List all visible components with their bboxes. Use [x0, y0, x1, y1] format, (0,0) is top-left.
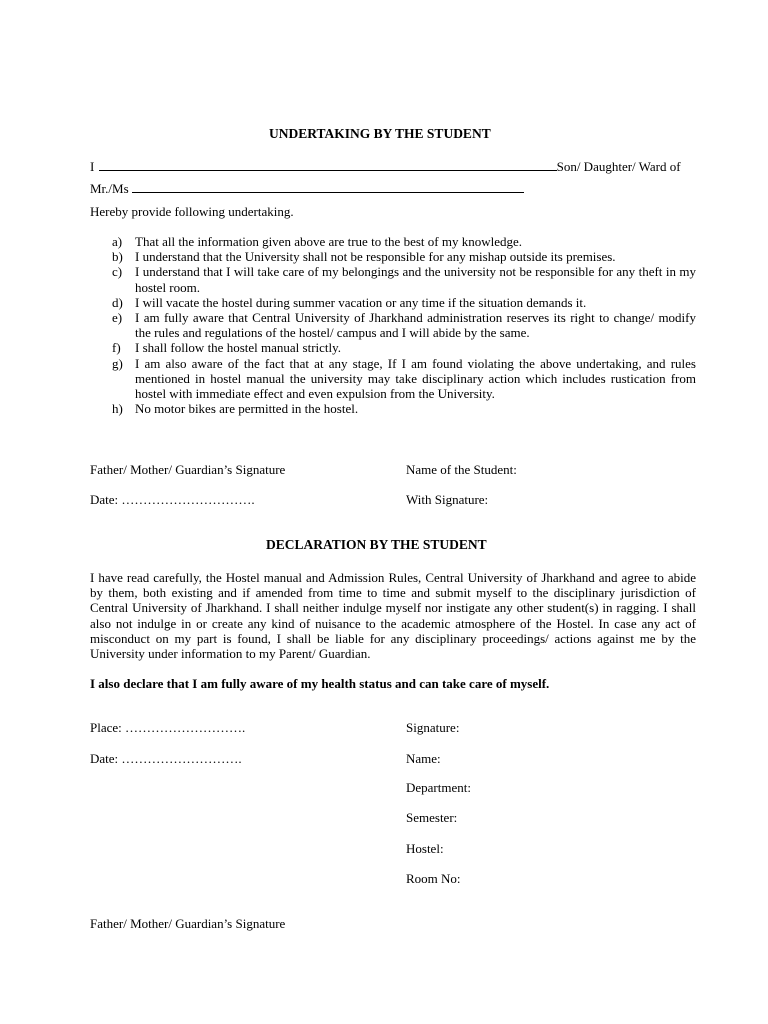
list-item — [90, 249, 696, 264]
item-label: f) — [112, 340, 121, 356]
list-item — [90, 295, 696, 310]
signature-field: Signature: — [406, 720, 460, 735]
item-label: c) — [112, 264, 123, 280]
undertaking-list — [90, 234, 696, 416]
place-label: Place: ………………………. — [90, 720, 246, 735]
item-text: I will vacate the hostel during summer vacation or any time if the situation demands it. — [135, 294, 587, 310]
undertaking-title: UNDERTAKING BY THE STUDENT — [269, 126, 491, 141]
i-prefix: I — [90, 159, 95, 174]
hostel-field: Hostel: — [406, 841, 444, 856]
student-name-label: Name of the Student: — [406, 462, 517, 477]
student-name-line — [90, 159, 681, 175]
list-item — [90, 340, 696, 355]
item-label: b) — [112, 249, 123, 265]
item-text: No motor bikes are permitted in the hostel. — [135, 401, 359, 417]
item-label: e) — [112, 310, 123, 326]
item-label: a) — [112, 234, 123, 249]
list-item — [90, 234, 696, 249]
student-name-blank[interactable] — [99, 159, 557, 171]
list-item — [90, 356, 696, 402]
item-label: d) — [112, 294, 123, 310]
item-text: I understand that the University shall not be responsible for any mishap outside its premises. — [135, 249, 616, 265]
item-text: I am fully aware that Central University of Jharkhand administration reserves its right to change/ modify the rules and regulations of the hostel/ campus and I will abide by the same. — [135, 310, 696, 341]
declaration-guardian-signature: Father/ Mother/ Guardian’s Signature — [90, 916, 286, 931]
declaration-date-label: Date: ………………………. — [90, 751, 242, 766]
item-text: I understand that I will take care of my belongings and the university not be responsible for any theft in my hostel room. — [135, 264, 696, 295]
item-text: That all the information given above are true to the best of my knowledge. — [135, 234, 522, 249]
department-field: Department: — [406, 780, 471, 795]
with-signature-label: With Signature: — [406, 492, 489, 507]
name-field: Name: — [406, 751, 441, 766]
date-label: Date: …………………………. — [90, 492, 255, 507]
list-item — [90, 310, 696, 340]
list-item — [90, 264, 696, 294]
declaration-paragraph: I have read carefully, the Hostel manual and Admission Rules, Central University of Jharkhand and agree to abide by them, both existing and if amended from time to time and submit myself to the disciplinary jurisdiction of Central University of Jharkhand. I shall neither indulge myself nor instigate any other student(s) in ragging. I shall also not indulge in or create any kind of nuisance to the academic atmosphere of the Hostel. In case any act of misconduct on my part is found, I shall be liable for any disciplinary proceedings/ actions against me by the University under information to my Parent/ Guardian. — [90, 570, 696, 662]
room-no-field: Room No: — [406, 871, 461, 886]
declaration-title: DECLARATION BY THE STUDENT — [266, 537, 487, 552]
list-item — [90, 401, 696, 416]
item-text: I am also aware of the fact that at any stage, If I am found violating the above undertaking, and rules mentioned in hostel manual the university may take disciplinary action which includes rustication from hostel with immediate effect and even expulsion from the University. — [135, 355, 696, 402]
item-label: h) — [112, 401, 123, 417]
hereby-text: Hereby provide following undertaking. — [90, 204, 294, 219]
item-label: g) — [112, 355, 123, 371]
semester-field: Semester: — [406, 810, 458, 825]
mr-ms-label: Mr./Ms — [90, 181, 129, 196]
parent-name-blank[interactable] — [132, 181, 524, 193]
guardian-signature-label: Father/ Mother/ Guardian’s Signature — [90, 462, 286, 477]
item-text: I shall follow the hostel manual strictly. — [135, 340, 342, 356]
parent-name-line — [90, 181, 524, 197]
son-daughter-ward-label: Son/ Daughter/ Ward of — [556, 159, 681, 174]
health-statement: I also declare that I am fully aware of my health status and can take care of myself. — [90, 676, 550, 691]
